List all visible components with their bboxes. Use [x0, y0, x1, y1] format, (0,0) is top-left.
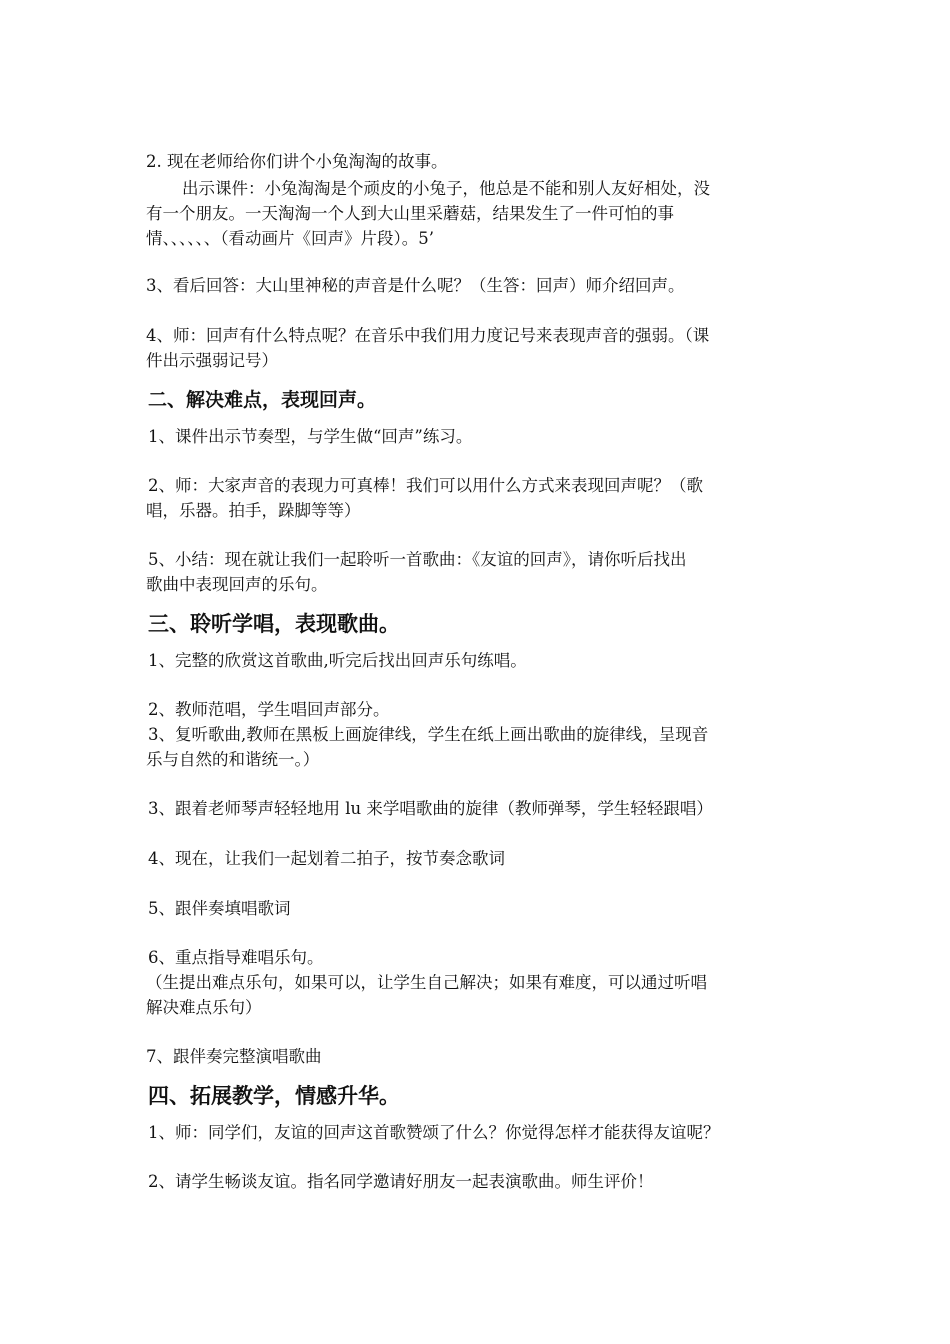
section-2-item-2-line-2: 唱，乐器。拍手，跺脚等等）: [146, 501, 361, 520]
section-4-item-2: 2、请学生畅谈友谊。指名同学邀请好朋友一起表演歌曲。师生评价！: [148, 1172, 654, 1191]
section-2-item-2-line-1: 2、师：大家声音的表现力可真棒！我们可以用什么方式来表现回声呢？（歌: [148, 476, 703, 495]
paragraph-2-line-2: 出示课件：小兔淘淘是个顽皮的小兔子，他总是不能和别人友好相处，没: [182, 179, 710, 198]
section-3-item-7: 7、跟伴奏完整演唱歌曲: [146, 1047, 322, 1066]
section-4-heading: 四、拓展教学，情感升华。: [148, 1084, 400, 1108]
section-3-item-3a-line-2: 乐与自然的和谐统一。）: [146, 750, 320, 769]
section-3-item-3a-line-1: 3、复听歌曲,教师在黑板上画旋律线，学生在纸上画出歌曲的旋律线，呈现音: [148, 725, 709, 744]
paragraph-4-line-2: 件出示强弱记号）: [146, 351, 278, 370]
paragraph-3: 3、看后回答：大山里神秘的声音是什么呢？（生答：回声）师介绍回声。: [146, 276, 685, 295]
section-2-item-1: 1、课件出示节奏型，与学生做“回声”练习。: [148, 427, 473, 446]
paragraph-2-line-4: 情、、、、、、（看动画片《回声》片段）。5’: [146, 229, 434, 248]
section-2-heading: 二、解决难点，表现回声。: [148, 389, 377, 411]
section-3-item-2: 2、教师范唱，学生唱回声部分。: [148, 700, 390, 719]
section-3-item-6-note-line-2: 解决难点乐句）: [146, 998, 262, 1017]
section-3-item-6: 6、重点指导难唱乐句。: [148, 948, 324, 967]
section-3-item-6-note-line-1: （生提出难点乐句，如果可以，让学生自己解决；如果有难度，可以通过听唱: [146, 973, 707, 992]
section-3-item-1: 1、完整的欣赏这首歌曲,听完后找出回声乐句练唱。: [148, 651, 527, 670]
paragraph-2-line-1: 2. 现在老师给你们讲个小兔淘淘的故事。: [146, 152, 448, 171]
section-2-item-5-line-1: 5、小结：现在就让我们一起聆听一首歌曲：《友谊的回声》，请你听后找出: [148, 550, 687, 569]
section-3-item-5: 5、跟伴奏填唱歌词: [148, 899, 291, 918]
paragraph-2-line-3: 有一个朋友。一天淘淘一个人到大山里采蘑菇，结果发生了一件可怕的事: [146, 204, 674, 223]
section-3-heading: 三、聆听学唱，表现歌曲。: [148, 612, 400, 636]
section-2-item-5-line-2: 歌曲中表现回声的乐句。: [146, 575, 328, 594]
section-4-item-1: 1、师：同学们，友谊的回声这首歌赞颂了什么？你觉得怎样才能获得友谊呢？: [148, 1123, 720, 1142]
section-3-item-4: 4、现在，让我们一起划着二拍子，按节奏念歌词: [148, 849, 505, 868]
section-3-item-3b: 3、跟着老师琴声轻轻地用 lu 来学唱歌曲的旋律（教师弹琴，学生轻轻跟唱）: [148, 799, 713, 818]
paragraph-4-line-1: 4、师：回声有什么特点呢？在音乐中我们用力度记号来表现声音的强弱。（课: [146, 326, 710, 345]
